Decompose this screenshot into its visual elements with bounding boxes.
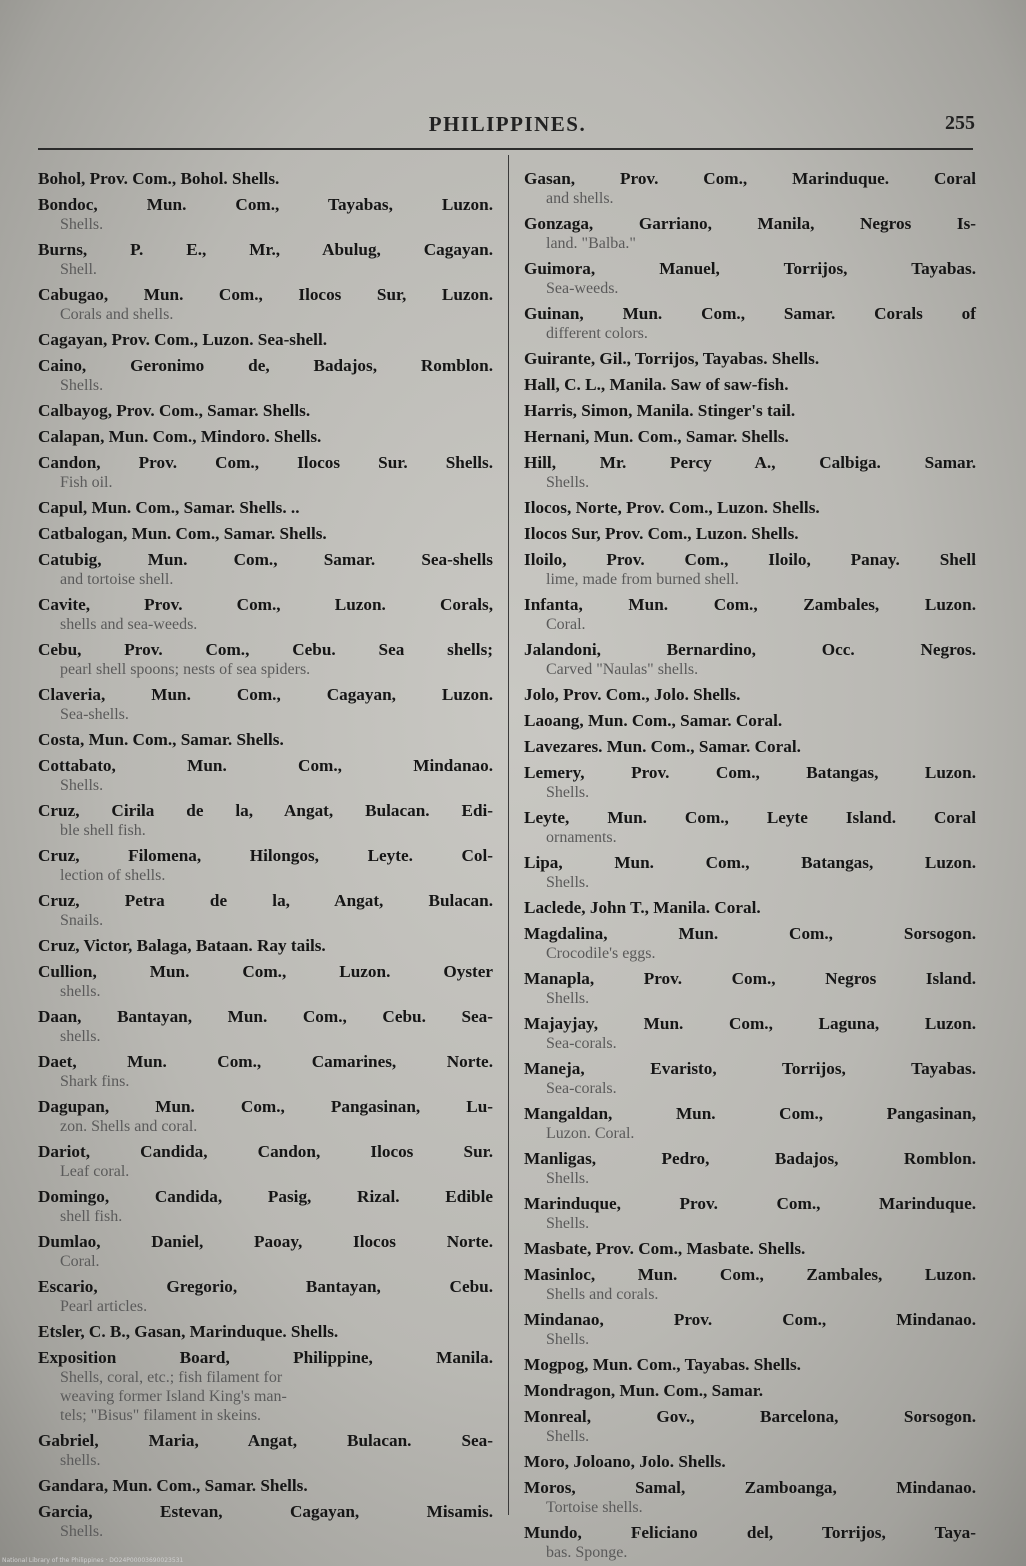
directory-entry (524, 1193, 976, 1233)
entry-main-line: Hernani, Mun. Com., Samar. Shells. (524, 427, 789, 446)
entry-description: Shells, coral, etc.; fish filament for (60, 1369, 283, 1386)
entry-description: shells. (60, 1452, 101, 1469)
entry-main-line: Domingo, Candida, Pasig, Rizal. Edible (38, 1187, 493, 1206)
entry-description: Snails. (60, 912, 104, 929)
directory-entry (524, 523, 976, 544)
entry-main-line: Jalandoni, Bernardino, Occ. Negros. (524, 640, 976, 659)
directory-entry (524, 549, 976, 589)
directory-entry (524, 1380, 976, 1401)
entry-main-line: Burns, P. E., Mr., Abulug, Cagayan. (38, 240, 493, 259)
entry-main-line: Candon, Prov. Com., Ilocos Sur. Shells. (38, 453, 493, 472)
entry-description: Shells. (60, 1523, 104, 1540)
directory-entry (38, 1475, 493, 1496)
entry-main-line: Lemery, Prov. Com., Batangas, Luzon. (524, 763, 976, 782)
directory-entry (524, 736, 976, 757)
directory-entry (524, 213, 976, 253)
entry-main-line: Mogpog, Mun. Com., Tayabas. Shells. (524, 1355, 801, 1374)
entry-description: land. "Balba." (546, 235, 636, 252)
directory-entry (38, 1501, 493, 1541)
entry-main-line: Dagupan, Mun. Com., Pangasinan, Lu- (38, 1097, 493, 1116)
directory-entry (38, 890, 493, 930)
left-column (38, 168, 493, 1546)
entry-main-line: Dumlao, Daniel, Paoay, Ilocos Norte. (38, 1232, 493, 1251)
entry-main-line: Cagayan, Prov. Com., Luzon. Sea-shell. (38, 330, 328, 349)
directory-entry (38, 1141, 493, 1181)
entry-description: Shells. (60, 216, 104, 233)
entry-description: Shells. (546, 1170, 590, 1187)
entry-description: Sea-shells. (60, 706, 129, 723)
page-header (40, 112, 975, 142)
entry-main-line: Mangaldan, Mun. Com., Pangasinan, (524, 1104, 976, 1123)
entry-main-line: Gandara, Mun. Com., Samar. Shells. (38, 1476, 308, 1495)
entry-main-line: Hall, C. L., Manila. Saw of saw-fish. (524, 375, 789, 394)
entry-description: Coral. (60, 1253, 100, 1270)
directory-entry (524, 348, 976, 369)
entry-description: and tortoise shell. (60, 571, 174, 588)
entry-description: Leaf coral. (60, 1163, 130, 1180)
directory-entry (524, 594, 976, 634)
entry-main-line: Magdalina, Mun. Com., Sorsogon. (524, 924, 976, 943)
entry-main-line: Laoang, Mun. Com., Samar. Coral. (524, 711, 783, 730)
entry-main-line: Calapan, Mun. Com., Mindoro. Shells. (38, 427, 322, 446)
entry-main-line: Mondragon, Mun. Com., Samar. (524, 1381, 764, 1400)
entry-main-line: Cruz, Petra de la, Angat, Bulacan. (38, 891, 493, 910)
entry-description: Shells. (60, 777, 104, 794)
directory-entry (524, 400, 976, 421)
entry-main-line: Guinan, Mun. Com., Samar. Corals of (524, 304, 976, 323)
entry-description: Shells. (546, 1215, 590, 1232)
entry-main-line: Costa, Mun. Com., Samar. Shells. (38, 730, 284, 749)
right-column (524, 168, 976, 1566)
directory-entry (524, 852, 976, 892)
directory-entry (524, 303, 976, 343)
directory-entry (524, 762, 976, 802)
directory-entry (38, 239, 493, 279)
entry-description: lection of shells. (60, 867, 166, 884)
entry-main-line: Cruz, Cirila de la, Angat, Bulacan. Edi- (38, 801, 493, 820)
entry-description: lime, made from burned shell. (546, 571, 739, 588)
entry-description: and shells. (546, 190, 614, 207)
directory-entry (524, 1238, 976, 1259)
directory-entry (38, 1321, 493, 1342)
directory-entry (38, 194, 493, 234)
directory-entry (524, 258, 976, 298)
directory-entry (38, 935, 493, 956)
directory-entry (38, 1051, 493, 1091)
directory-entry (524, 1522, 976, 1562)
entry-description: zon. Shells and coral. (60, 1118, 198, 1135)
directory-entry (524, 807, 976, 847)
entry-description: Shells. (546, 990, 590, 1007)
page-number: 255 (945, 112, 975, 134)
footer-credit: National Library of the Philippines · DO24P00003690023531 (2, 1557, 184, 1564)
entry-main-line: Majayjay, Mun. Com., Laguna, Luzon. (524, 1014, 976, 1033)
directory-entry (524, 452, 976, 492)
directory-entry (524, 968, 976, 1008)
directory-entry (38, 497, 493, 518)
entry-description: shells. (60, 983, 101, 1000)
entry-main-line: Cruz, Victor, Balaga, Bataan. Ray tails. (38, 936, 326, 955)
entry-description: ornaments. (546, 829, 617, 846)
entry-main-line: Mindanao, Prov. Com., Mindanao. (524, 1310, 976, 1329)
entry-description: Crocodile's eggs. (546, 945, 656, 962)
entry-main-line: Gabriel, Maria, Angat, Bulacan. Sea- (38, 1431, 493, 1450)
entry-main-line: Cruz, Filomena, Hilongos, Leyte. Col- (38, 846, 493, 865)
entry-main-line: Monreal, Gov., Barcelona, Sorsogon. (524, 1407, 976, 1426)
directory-entry (524, 1148, 976, 1188)
entry-main-line: Leyte, Mun. Com., Leyte Island. Coral (524, 808, 976, 827)
entry-main-line: Mundo, Feliciano del, Torrijos, Taya- (524, 1523, 976, 1542)
entry-description: Corals and shells. (60, 306, 174, 323)
entry-main-line: Cebu, Prov. Com., Cebu. Sea shells; (38, 640, 493, 659)
entry-main-line: Catubig, Mun. Com., Samar. Sea-shells (38, 550, 493, 569)
entry-main-line: Cabugao, Mun. Com., Ilocos Sur, Luzon. (38, 285, 493, 304)
entry-description: shells. (60, 1028, 101, 1045)
entry-description: Shells and corals. (546, 1286, 659, 1303)
entry-description: Shark fins. (60, 1073, 130, 1090)
entry-main-line: Manapla, Prov. Com., Negros Island. (524, 969, 976, 988)
directory-entry (524, 1013, 976, 1053)
entry-main-line: Moros, Samal, Zamboanga, Mindanao. (524, 1478, 976, 1497)
entry-description: Shells. (546, 474, 590, 491)
entry-main-line: Gasan, Prov. Com., Marinduque. Coral (524, 169, 976, 188)
directory-entry (38, 845, 493, 885)
directory-entry (38, 961, 493, 1001)
entry-main-line: Maneja, Evaristo, Torrijos, Tayabas. (524, 1059, 976, 1078)
directory-entry (524, 1058, 976, 1098)
entry-main-line: Claveria, Mun. Com., Cagayan, Luzon. (38, 685, 493, 704)
entry-description: Coral. (546, 616, 586, 633)
directory-entry (524, 1451, 976, 1472)
running-head: PHILIPPINES. (428, 112, 587, 136)
directory-entry (38, 549, 493, 589)
directory-entry (38, 523, 493, 544)
directory-entry (38, 594, 493, 634)
entry-main-line: Hill, Mr. Percy A., Calbiga. Samar. (524, 453, 976, 472)
directory-entry (38, 755, 493, 795)
entry-main-line: Ilocos Sur, Prov. Com., Luzon. Shells. (524, 524, 799, 543)
directory-entry (524, 1103, 976, 1143)
entry-description: shells and sea-weeds. (60, 616, 198, 633)
entry-description: pearl shell spoons; nests of sea spiders. (60, 661, 311, 678)
directory-entry (38, 329, 493, 350)
entry-description: different colors. (546, 325, 648, 342)
entry-main-line: Catbalogan, Mun. Com., Samar. Shells. (38, 524, 327, 543)
directory-entry (524, 497, 976, 518)
entry-main-line: Etsler, C. B., Gasan, Marinduque. Shells. (38, 1322, 339, 1341)
entry-description: Shells. (546, 784, 590, 801)
directory-entry (38, 639, 493, 679)
directory-entry (38, 284, 493, 324)
directory-entry (38, 729, 493, 750)
entry-main-line: Capul, Mun. Com., Samar. Shells. .. (38, 498, 300, 517)
column-divider (508, 155, 509, 1515)
directory-entry (524, 897, 976, 918)
entry-main-line: Cavite, Prov. Com., Luzon. Corals, (38, 595, 493, 614)
entry-main-line: Daet, Mun. Com., Camarines, Norte. (38, 1052, 493, 1071)
entry-main-line: Escario, Gregorio, Bantayan, Cebu. (38, 1277, 493, 1296)
directory-entry (524, 168, 976, 208)
directory-entry (38, 1096, 493, 1136)
directory-entry (38, 800, 493, 840)
entry-main-line: Lipa, Mun. Com., Batangas, Luzon. (524, 853, 976, 872)
directory-entry (38, 1276, 493, 1316)
entry-main-line: Guimora, Manuel, Torrijos, Tayabas. (524, 259, 976, 278)
entry-description: ble shell fish. (60, 822, 146, 839)
entry-main-line: Marinduque, Prov. Com., Marinduque. (524, 1194, 976, 1213)
entry-main-line: Gonzaga, Garriano, Manila, Negros Is- (524, 214, 976, 233)
directory-entry (38, 355, 493, 395)
directory-entry (38, 400, 493, 421)
entry-description: Sea-corals. (546, 1035, 617, 1052)
entry-main-line: Dariot, Candida, Candon, Ilocos Sur. (38, 1142, 493, 1161)
directory-entry (524, 710, 976, 731)
directory-entry (524, 426, 976, 447)
directory-entry (38, 168, 493, 189)
entry-main-line: Iloilo, Prov. Com., Iloilo, Panay. Shell (524, 550, 976, 569)
directory-entry (524, 923, 976, 963)
entry-main-line: Cottabato, Mun. Com., Mindanao. (38, 756, 493, 775)
entry-main-line: Manligas, Pedro, Badajos, Romblon. (524, 1149, 976, 1168)
directory-entry (38, 1430, 493, 1470)
entry-description: weaving former Island King's man- (60, 1388, 287, 1405)
entry-description: Luzon. Coral. (546, 1125, 635, 1142)
entry-description: Shells. (546, 1428, 590, 1445)
entry-main-line: Infanta, Mun. Com., Zambales, Luzon. (524, 595, 976, 614)
directory-entry (524, 1264, 976, 1304)
directory-entry (524, 1477, 976, 1517)
directory-entry (38, 426, 493, 447)
entry-description: Pearl articles. (60, 1298, 148, 1315)
entry-main-line: Exposition Board, Philippine, Manila. (38, 1348, 493, 1367)
entry-description: Fish oil. (60, 474, 113, 491)
entry-description: Sea-weeds. (546, 280, 619, 297)
directory-entry (38, 452, 493, 492)
entry-main-line: Bohol, Prov. Com., Bohol. Shells. (38, 169, 280, 188)
directory-entry (524, 639, 976, 679)
entry-main-line: Masbate, Prov. Com., Masbate. Shells. (524, 1239, 806, 1258)
entry-main-line: Ilocos, Norte, Prov. Com., Luzon. Shells. (524, 498, 820, 517)
directory-entry (524, 1354, 976, 1375)
directory-entry (38, 1231, 493, 1271)
directory-entry (524, 374, 976, 395)
entry-main-line: Calbayog, Prov. Com., Samar. Shells. (38, 401, 311, 420)
entry-main-line: Harris, Simon, Manila. Stinger's tail. (524, 401, 796, 420)
directory-entry (524, 684, 976, 705)
entry-main-line: Bondoc, Mun. Com., Tayabas, Luzon. (38, 195, 493, 214)
entry-description: Shells. (546, 1331, 590, 1348)
entry-description: Shells. (60, 377, 104, 394)
entry-main-line: Daan, Bantayan, Mun. Com., Cebu. Sea- (38, 1007, 493, 1026)
directory-entry (38, 1347, 493, 1425)
entry-description: Carved "Naulas" shells. (546, 661, 699, 678)
header-rule (38, 148, 973, 150)
directory-entry (38, 1186, 493, 1226)
entry-main-line: Masinloc, Mun. Com., Zambales, Luzon. (524, 1265, 976, 1284)
directory-entry (524, 1406, 976, 1446)
entry-main-line: Caino, Geronimo de, Badajos, Romblon. (38, 356, 493, 375)
entry-description: Tortoise shells. (546, 1499, 643, 1516)
entry-description: Shells. (546, 874, 590, 891)
entry-description: Shell. (60, 261, 97, 278)
entry-description: Sea-corals. (546, 1080, 617, 1097)
entry-description: bas. Sponge. (546, 1544, 628, 1561)
directory-entry (38, 684, 493, 724)
entry-main-line: Guirante, Gil., Torrijos, Tayabas. Shells. (524, 349, 820, 368)
entry-main-line: Garcia, Estevan, Cagayan, Misamis. (38, 1502, 493, 1521)
entry-main-line: Lavezares. Mun. Com., Samar. Coral. (524, 737, 801, 756)
entry-description: shell fish. (60, 1208, 123, 1225)
directory-entry (524, 1309, 976, 1349)
entry-main-line: Laclede, John T., Manila. Coral. (524, 898, 761, 917)
entry-main-line: Moro, Joloano, Jolo. Shells. (524, 1452, 726, 1471)
entry-main-line: Jolo, Prov. Com., Jolo. Shells. (524, 685, 741, 704)
entry-main-line: Cullion, Mun. Com., Luzon. Oyster (38, 962, 493, 981)
entry-description: tels; "Bisus" filament in skeins. (60, 1407, 262, 1424)
directory-entry (38, 1006, 493, 1046)
